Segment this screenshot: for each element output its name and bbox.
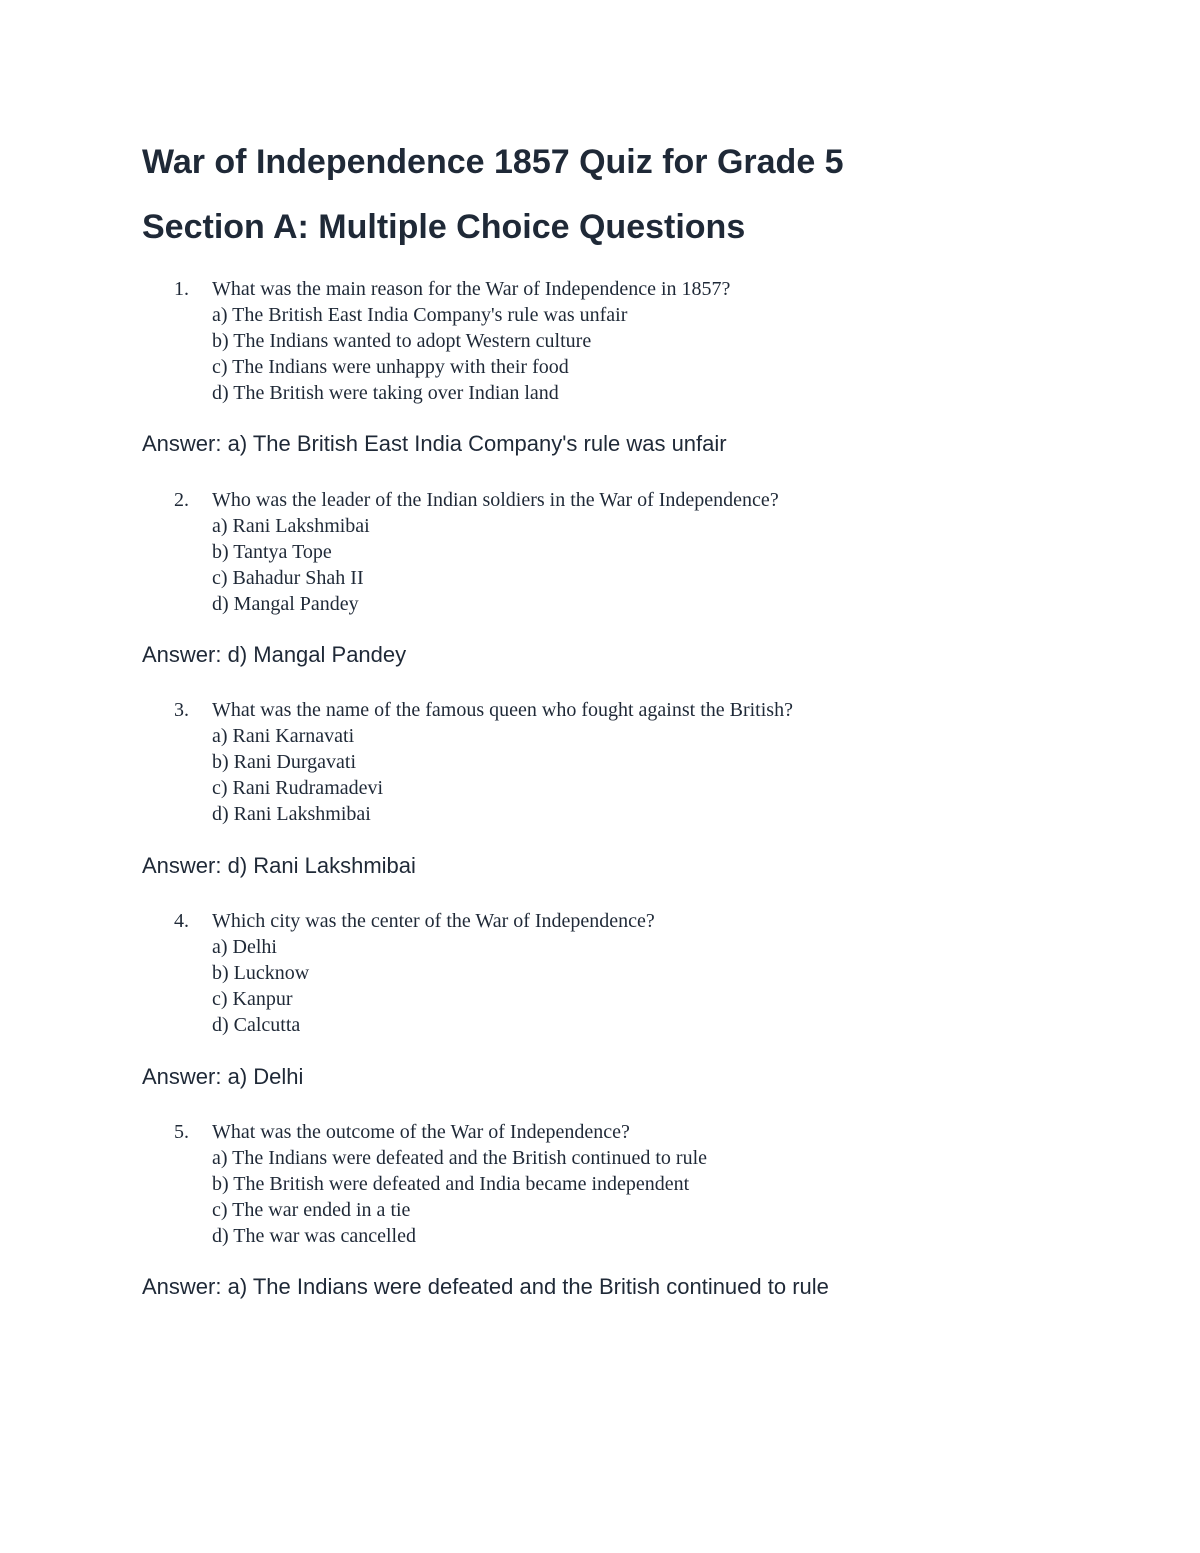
question-number: 5. bbox=[174, 1121, 189, 1143]
option-d: d) The British were taking over Indian land bbox=[212, 382, 559, 404]
option-a: a) The Indians were defeated and the British continued to rule bbox=[212, 1147, 708, 1169]
question-1 bbox=[174, 276, 1074, 406]
option-c: c) Bahadur Shah II bbox=[212, 567, 364, 589]
option-b: b) Lucknow bbox=[212, 962, 310, 984]
answer-5: Answer: a) The Indians were defeated and the British continued to rule bbox=[142, 1274, 829, 1299]
question-number: 3. bbox=[174, 699, 189, 721]
question-number: 4. bbox=[174, 910, 189, 932]
question-4 bbox=[174, 908, 1074, 1038]
question-text: What was the name of the famous queen who fought against the British? bbox=[212, 699, 793, 721]
option-a: a) Rani Karnavati bbox=[212, 725, 355, 747]
option-d: d) Calcutta bbox=[212, 1014, 301, 1036]
option-d: d) Mangal Pandey bbox=[212, 593, 359, 615]
question-3 bbox=[174, 697, 1074, 827]
option-c: c) Kanpur bbox=[212, 988, 293, 1010]
option-b: b) Rani Durgavati bbox=[212, 751, 357, 773]
option-a: a) Rani Lakshmibai bbox=[212, 515, 370, 537]
question-number: 2. bbox=[174, 489, 189, 511]
question-2 bbox=[174, 487, 1074, 617]
option-c: c) Rani Rudramadevi bbox=[212, 777, 384, 799]
answer-3: Answer: d) Rani Lakshmibai bbox=[142, 853, 416, 878]
answer-2: Answer: d) Mangal Pandey bbox=[142, 642, 407, 667]
option-c: c) The war ended in a tie bbox=[212, 1199, 411, 1221]
option-d: d) The war was cancelled bbox=[212, 1225, 416, 1247]
document-title: War of Independence 1857 Quiz for Grade 5 bbox=[142, 143, 844, 181]
option-a: a) The British East India Company's rule was unfair bbox=[212, 304, 628, 326]
answer-4: Answer: a) Delhi bbox=[142, 1064, 304, 1089]
question-5 bbox=[174, 1119, 1074, 1249]
option-a: a) Delhi bbox=[212, 936, 277, 958]
answer-1: Answer: a) The British East India Company's rule was unfair bbox=[142, 431, 727, 456]
question-text: What was the outcome of the War of Independence? bbox=[212, 1121, 630, 1143]
option-d: d) Rani Lakshmibai bbox=[212, 803, 371, 825]
question-text: Which city was the center of the War of Independence? bbox=[212, 910, 655, 932]
question-text: What was the main reason for the War of Independence in 1857? bbox=[212, 278, 731, 300]
question-number: 1. bbox=[174, 278, 189, 300]
option-b: b) The British were defeated and India became independent bbox=[212, 1173, 690, 1195]
option-c: c) The Indians were unhappy with their food bbox=[212, 356, 569, 378]
option-b: b) Tantya Tope bbox=[212, 541, 332, 563]
option-b: b) The Indians wanted to adopt Western culture bbox=[212, 330, 592, 352]
section-title: Section A: Multiple Choice Questions bbox=[142, 208, 746, 246]
question-text: Who was the leader of the Indian soldiers in the War of Independence? bbox=[212, 489, 779, 511]
